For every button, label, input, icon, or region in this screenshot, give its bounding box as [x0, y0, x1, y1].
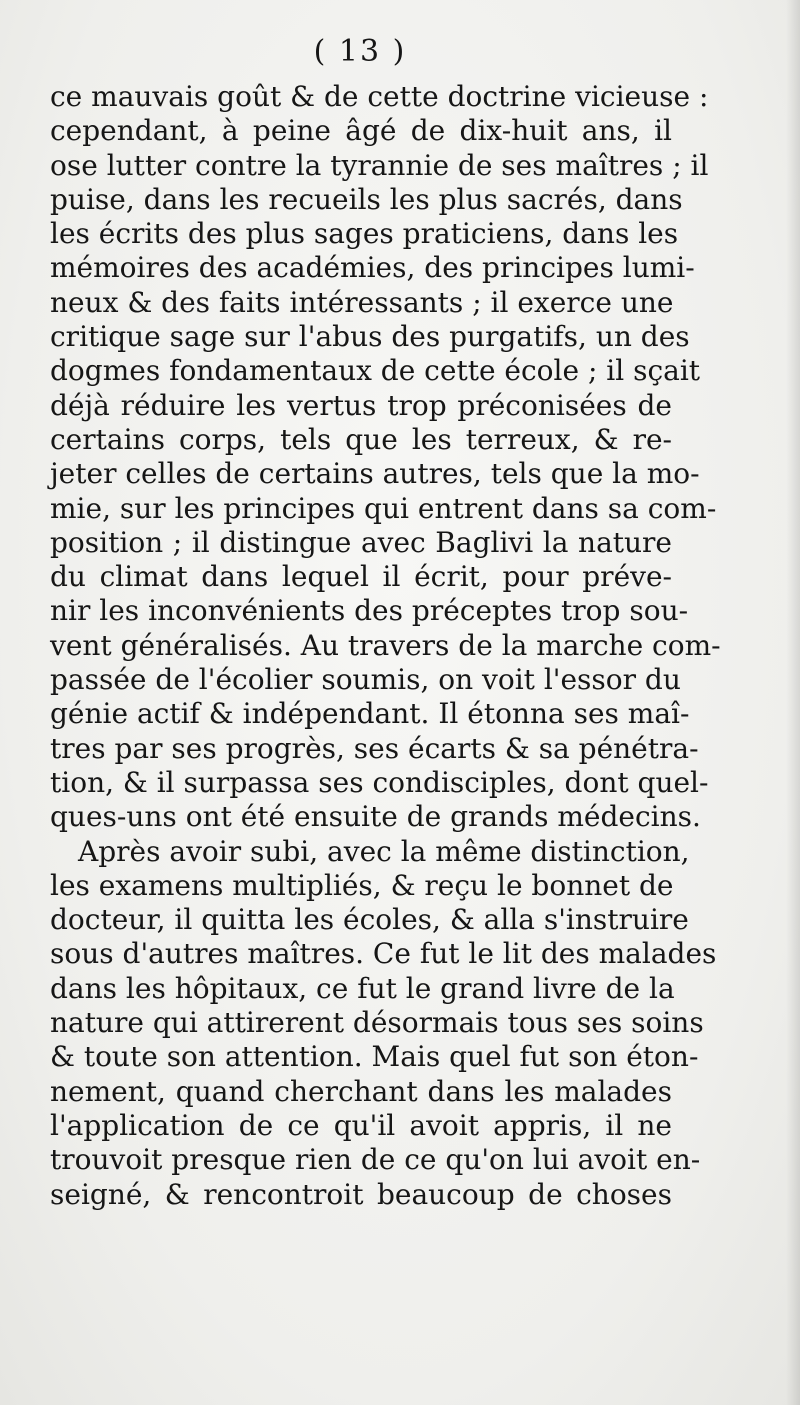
text-line: nature qui attirerent désormais tous ses soins: [50, 1006, 704, 1040]
text-line: déjà réduire les vertus trop préconisées de: [50, 388, 672, 422]
text-line: les écrits des plus sages praticiens, dans les: [50, 217, 679, 251]
text-line: mie, sur les principes qui entrent dans sa com-: [50, 491, 717, 525]
text-line: critique sage sur l'abus des purgatifs, un des: [50, 320, 690, 354]
page-edge-shadow: [786, 0, 800, 1405]
text-line: cependant, à peine âgé de dix-huit ans, il: [50, 114, 672, 148]
text-line: & toute son attention. Mais quel fut son éton-: [50, 1040, 699, 1074]
text-line: position ; il distingue avec Baglivi la nature: [50, 525, 672, 559]
text-line: jeter celles de certains autres, tels que la mo-: [50, 457, 700, 491]
text-line: nement, quand cherchant dans les malades: [50, 1074, 672, 1108]
text-line: génie actif & indépendant. Il étonna ses maî-: [50, 697, 690, 731]
text-line: tres par ses progrès, ses écarts & sa pénétra-: [50, 731, 699, 765]
text-line: vent généralisés. Au travers de la marche com-: [50, 628, 721, 662]
text-line: les examens multipliés, & reçu le bonnet de: [50, 868, 674, 902]
text-line: ques-uns ont été ensuite de grands médecins.: [50, 800, 701, 834]
text-line: passée de l'écolier soumis, on voit l'essor du: [50, 663, 681, 697]
text-line: certains corps, tels que les terreux, & re-: [50, 422, 672, 456]
text-line: docteur, il quitta les écoles, & alla s'instruire: [50, 903, 689, 937]
text-line: l'application de ce qu'il avoit appris, il ne: [50, 1108, 672, 1142]
paragraph-start-line: Après avoir subi, avec la même distinction,: [78, 834, 690, 868]
text-line: tion, & il surpassa ses condisciples, dont quel-: [50, 765, 709, 799]
body-text: [50, 80, 721, 1212]
text-line: du climat dans lequel il écrit, pour préve-: [50, 560, 672, 594]
text-line: dogmes fondamentaux de cette école ; il sçait: [50, 354, 701, 388]
page-number: ( 13 ): [313, 34, 407, 69]
text-line: trouvoit presque rien de ce qu'on lui avoit en-: [50, 1143, 701, 1177]
text-line: ose lutter contre la tyrannie de ses maîtres ; il: [50, 148, 709, 182]
text-line: sous d'autres maîtres. Ce fut le lit des malades: [50, 937, 717, 971]
text-line: ce mauvais goût & de cette doctrine vicieuse :: [50, 80, 709, 113]
text-line: mémoires des académies, des principes lumi-: [50, 251, 695, 285]
text-line: puise, dans les recueils les plus sacrés, dans: [50, 182, 683, 216]
text-line: nir les inconvénients des préceptes trop sou-: [50, 594, 689, 628]
text-line: seigné, & rencontroit beaucoup de choses: [50, 1177, 672, 1211]
text-line: neux & des faits intéressants ; il exerce une: [50, 285, 674, 319]
text-line: dans les hôpitaux, ce fut le grand livre de la: [50, 971, 675, 1005]
